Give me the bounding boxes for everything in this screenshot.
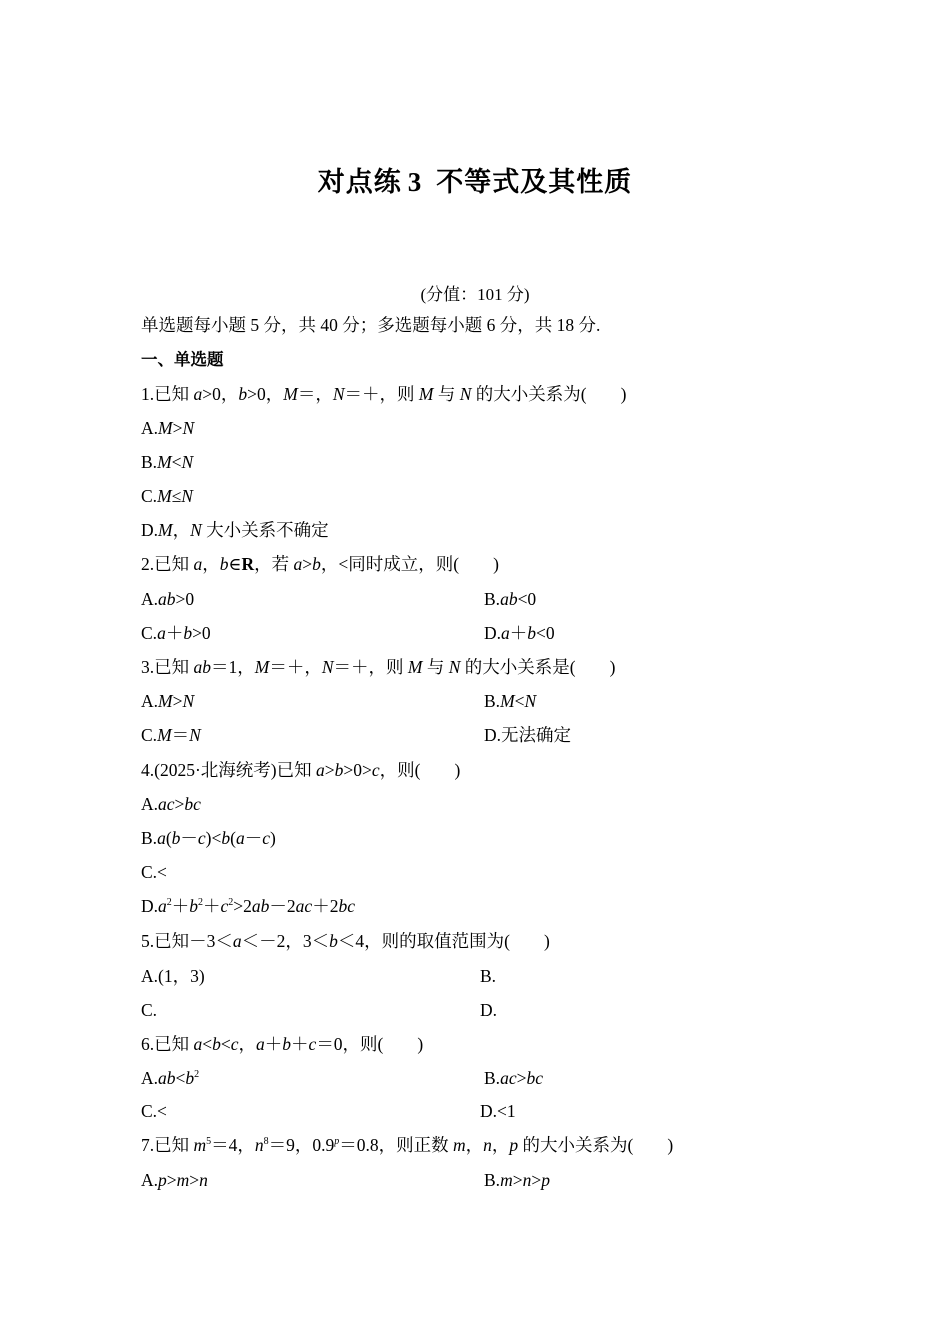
q2-option-b[interactable]: B.ab<0 [484,589,537,609]
question-2: 2.已知 a，b∈R，若 a>b，<同时成立，则( ) [141,554,499,574]
q5-option-c[interactable]: C. [141,1000,158,1020]
q7-option-a[interactable]: A.p>m>n [141,1170,208,1190]
q3-option-c[interactable]: C.M＝N [141,725,201,745]
q4-option-d[interactable]: $D.a^2+b^2+c^2>2ab-2ac+2bc$ [141,896,355,916]
q1-option-a[interactable]: A.M>N [141,418,195,438]
question-3: 3.已知 ab＝1，M＝＋，N＝＋，则 M 与 N 的大小关系是( ) [141,657,616,677]
q1-option-c[interactable]: C.M≤N [141,486,193,506]
q3-option-a[interactable]: A.M>N [141,691,195,711]
question-6: 6.已知 a<b<c，a＋b＋c＝0，则( ) [141,1034,424,1054]
q3-option-d[interactable]: D.无法确定 [484,725,572,745]
q3-option-b[interactable]: B.M<N [484,691,537,711]
q4-option-c[interactable]: C.< [141,862,167,882]
q4-option-a[interactable]: A.ac>bc [141,794,201,814]
q5-option-a[interactable]: A.(1，3) [141,966,205,986]
question-5: 5.已知－3＜a＜－2，3＜b＜4，则的取值范围为( ) [141,931,550,951]
q1-option-d[interactable]: D.M，N 大小关系不确定 [141,520,329,540]
score-line: (分值：101 分) [420,285,530,304]
page-title: 对点练 3 不等式及其性质 [317,167,633,198]
q7-option-b[interactable]: B.m>n>p [484,1170,550,1190]
instructions: 单选题每小题 5 分，共 40 分；多选题每小题 6 分，共 18 分. [141,315,601,335]
q2-option-c[interactable]: C.a＋b>0 [141,623,211,643]
section-heading: 一、单选题 [141,350,224,369]
q1-option-b[interactable]: B.M<N [141,452,194,472]
q2-option-d[interactable]: D.a＋b<0 [484,623,555,643]
q5-option-b[interactable]: B. [480,966,497,986]
q6-option-c[interactable]: C.< [141,1101,167,1121]
q4-option-b[interactable]: B.a(b－c)<b(a－c) [141,828,276,848]
q5-option-d[interactable]: D. [480,1000,498,1020]
question-7: 7.已知 $m^5=4$，$n^8=9$，$0.9^p=0.8$，则正数 m，n，p 的大小关系为( ) [141,1135,674,1155]
q6-option-d[interactable]: D.<1 [480,1101,516,1121]
question-1: 1.已知 a>0，b>0，M＝，N＝＋，则 M 与 N 的大小关系为( ) [141,384,627,404]
question-4: 4.(2025·北海统考)已知 a>b>0>c，则( ) [141,760,461,780]
q6-option-a[interactable]: $A.ab<b^2$ [141,1068,200,1088]
q2-option-a[interactable]: A.ab>0 [141,589,195,609]
q6-option-b[interactable]: B.ac>bc [484,1068,543,1088]
